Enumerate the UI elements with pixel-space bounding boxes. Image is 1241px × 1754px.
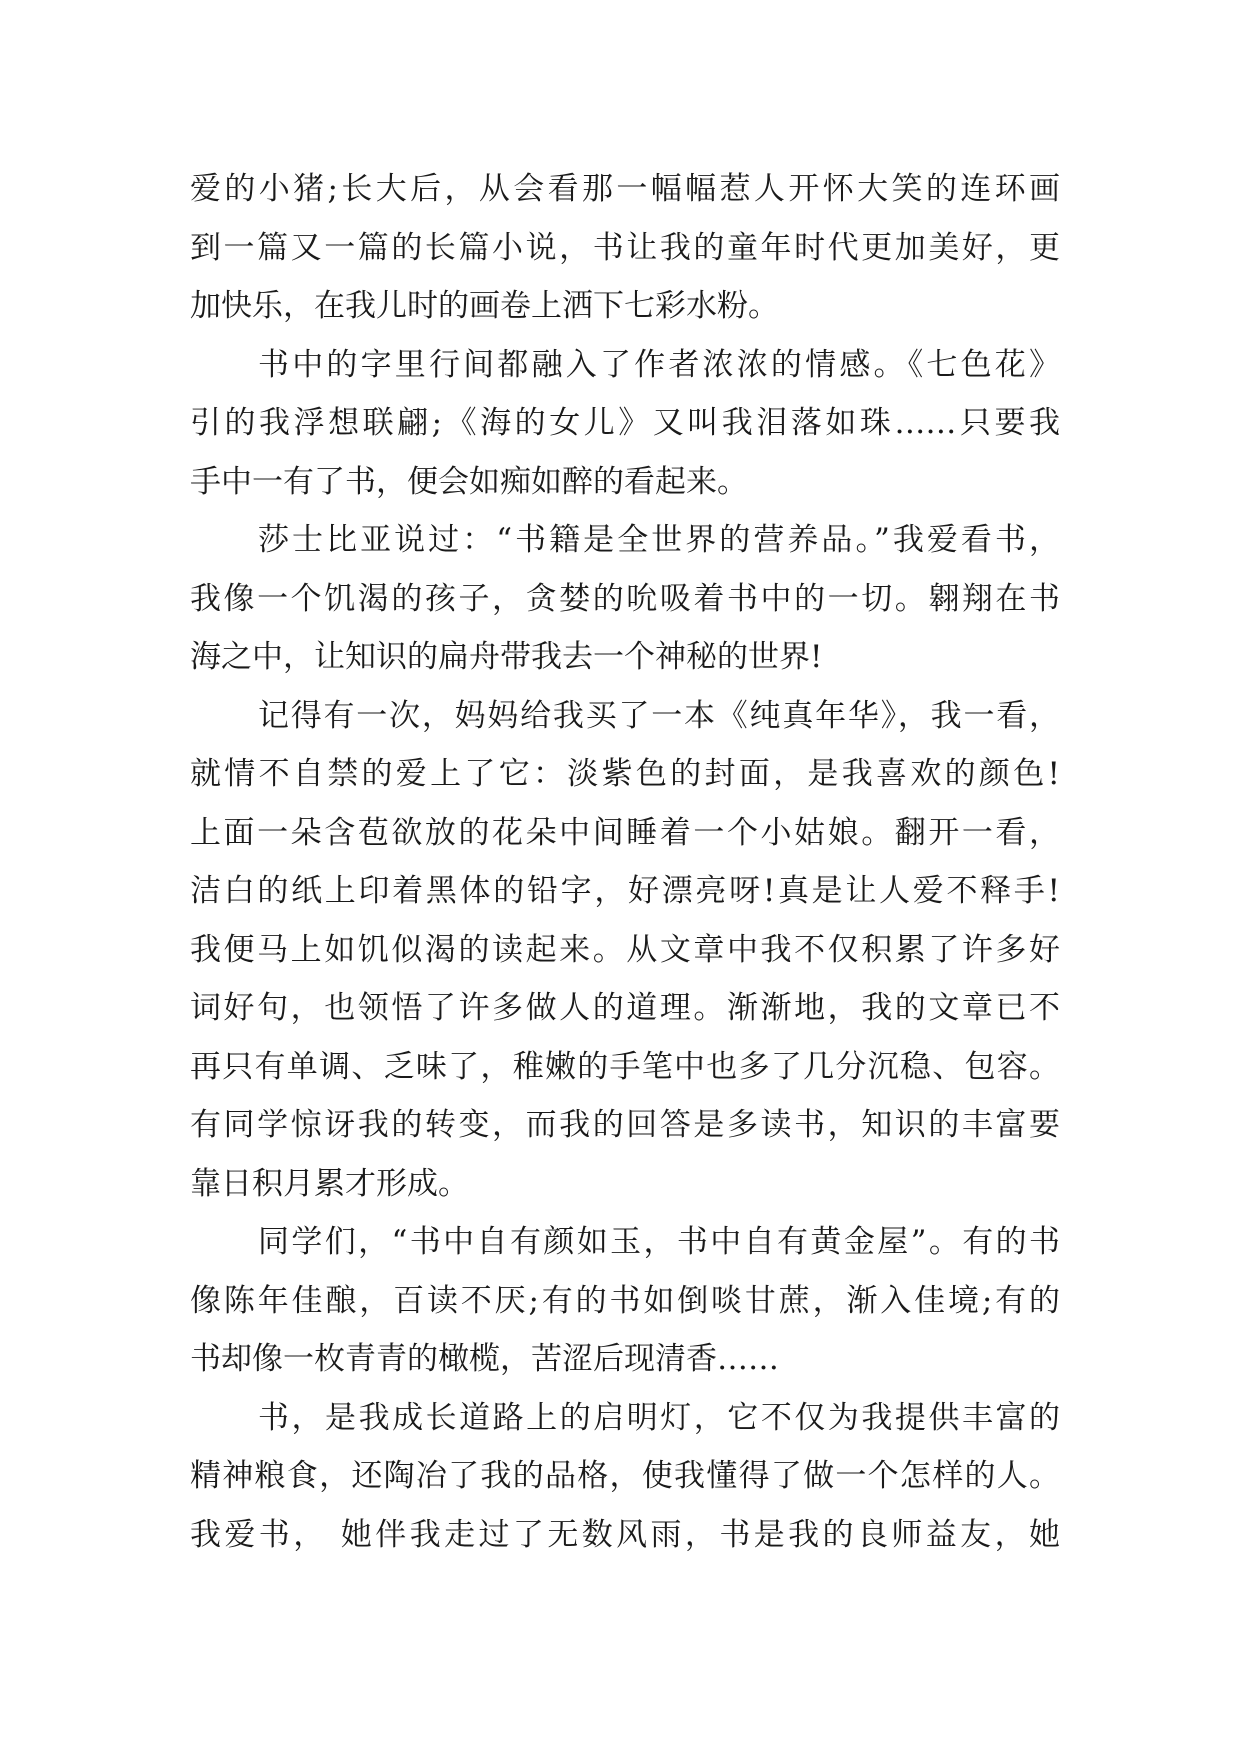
text-line: 莎士比亚说过：“书籍是全世界的营养品。”我爱看书， bbox=[258, 522, 1060, 558]
text-line: 书，是我成长道路上的启明灯，它不仅为我提供丰富的 bbox=[258, 1399, 1060, 1436]
text-line: 同学们，“书中自有颜如玉，书中自有黄金屋”。有的书 bbox=[258, 1224, 1060, 1260]
text-line: 我便马上如饥似渴的读起来。从文章中我不仅积累了许多好 bbox=[190, 931, 1060, 968]
text-line: 精神粮食，还陶冶了我的品格，使我懂得了做一个怎样的人。 bbox=[190, 1458, 1060, 1494]
text-line: 手中一有了书，便会如痴如醉的看起来。 bbox=[190, 463, 748, 500]
text-line: 洁白的纸上印着黑体的铅字，好漂亮呀!真是让人爱不释手! bbox=[190, 873, 1060, 909]
text-line: 上面一朵含苞欲放的花朵中间睡着一个小姑娘。翻开一看， bbox=[190, 814, 1060, 851]
text-line: 靠日积月累才形成。 bbox=[190, 1165, 469, 1202]
body-text bbox=[190, 160, 1060, 1564]
text-line: 就情不自禁的爱上了它：淡紫色的封面，是我喜欢的颜色! bbox=[190, 756, 1060, 792]
text-line: 加快乐，在我儿时的画卷上洒下七彩水粉。 bbox=[190, 288, 779, 324]
text-line: 书却像一枚青青的橄榄，苦涩后现清香…… bbox=[190, 1341, 779, 1377]
text-line: 像陈年佳酿，百读不厌;有的书如倒啖甘蔗，渐入佳境;有的 bbox=[190, 1282, 1060, 1319]
text-line: 词好句，也领悟了许多做人的道理。渐渐地，我的文章已不 bbox=[190, 990, 1060, 1026]
text-line: 海之中，让知识的扁舟带我去一个神秘的世界! bbox=[190, 639, 823, 675]
text-line: 我爱书， 她伴我走过了无数风雨，书是我的良师益友，她 bbox=[190, 1516, 1060, 1553]
text-line: 有同学惊讶我的转变，而我的回答是多读书，知识的丰富要 bbox=[190, 1107, 1060, 1143]
text-line: 到一篇又一篇的长篇小说，书让我的童年时代更加美好，更 bbox=[190, 229, 1060, 266]
text-line: 引的我浮想联翩;《海的女儿》又叫我泪落如珠……只要我 bbox=[190, 405, 1060, 441]
text-line: 爱的小猪;长大后，从会看那一幅幅惹人开怀大笑的连环画 bbox=[190, 171, 1060, 207]
text-line: 记得有一次，妈妈给我买了一本《纯真年华》，我一看， bbox=[258, 697, 1060, 734]
text-line: 再只有单调、乏味了，稚嫩的手笔中也多了几分沉稳、包容。 bbox=[190, 1048, 1060, 1085]
text-line: 书中的字里行间都融入了作者浓浓的情感。《七色花》 bbox=[258, 346, 1060, 383]
text-line: 我像一个饥渴的孩子，贪婪的吮吸着书中的一切。翱翔在书 bbox=[190, 580, 1060, 617]
